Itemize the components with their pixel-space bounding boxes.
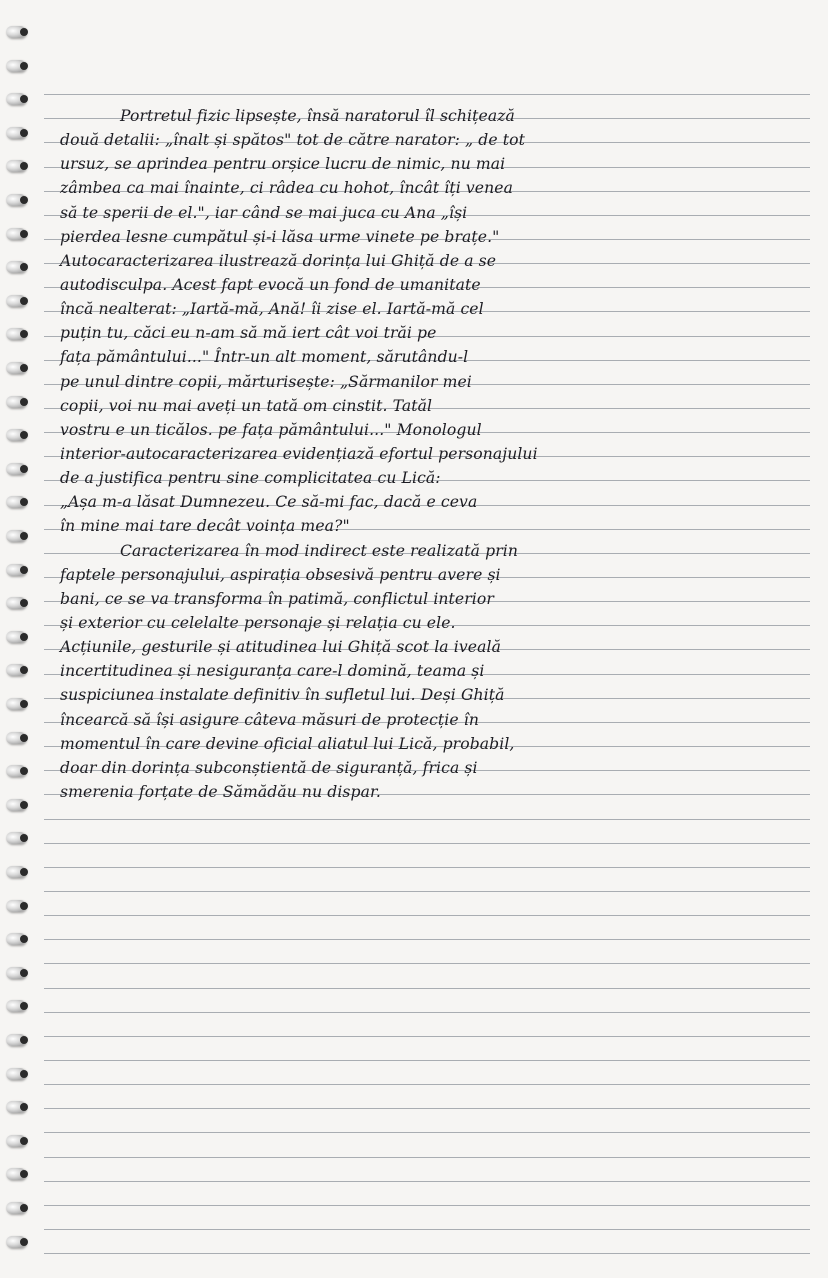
text-line: bani, ce se va transforma în patimă, conflictul interior bbox=[60, 589, 494, 608]
text-line: două detalii: „înalt și spătos" tot de către narator: „ de tot bbox=[60, 131, 525, 150]
text-line: ursuz, se aprindea pentru orșice lucru de nimic, nu mai bbox=[60, 155, 506, 174]
ruled-line bbox=[44, 1084, 810, 1085]
spiral-ring bbox=[6, 362, 26, 374]
spiral-ring bbox=[6, 93, 26, 105]
ruled-line bbox=[44, 988, 810, 989]
text-line: „Așa m-a lăsat Dumnezeu. Ce să-mi fac, dacă e ceva bbox=[60, 493, 478, 512]
spiral-ring bbox=[6, 328, 26, 340]
spiral-ring bbox=[6, 900, 26, 912]
spiral-ring bbox=[6, 1101, 26, 1113]
ruled-line bbox=[44, 1205, 810, 1206]
text-line: momentul în care devine oficial aliatul lui Lică, probabil, bbox=[60, 734, 515, 753]
text-line: interior-autocaracterizarea evidențiază efortul personajului bbox=[60, 444, 538, 463]
ruled-line bbox=[44, 94, 810, 95]
spiral-ring bbox=[6, 597, 26, 609]
text-line: Caracterizarea în mod indirect este realizată prin bbox=[120, 541, 518, 560]
text-line: copii, voi nu mai aveți un tată om cinstit. Tatăl bbox=[60, 396, 433, 415]
spiral-ring bbox=[6, 1068, 26, 1080]
text-line: pe unul dintre copii, mărturisește: „Sărmanilor mei bbox=[60, 372, 472, 391]
ruled-line bbox=[44, 1036, 810, 1037]
ruled-line bbox=[44, 1229, 810, 1230]
text-line: în mine mai tare decât voința mea?" bbox=[60, 517, 350, 536]
text-line: încă nealterat: „Iartă-mă, Ană! îi zise el. Iartă-mă cel bbox=[60, 300, 484, 319]
ruled-line bbox=[44, 867, 810, 868]
spiral-ring bbox=[6, 732, 26, 744]
spiral-ring bbox=[6, 866, 26, 878]
spiral-ring bbox=[6, 1236, 26, 1248]
text-line: pierdea lesne cumpătul și-i lăsa urme vinete pe brațe." bbox=[60, 227, 500, 246]
spiral-ring bbox=[6, 799, 26, 811]
ruled-line bbox=[44, 1253, 810, 1254]
spiral-ring bbox=[6, 295, 26, 307]
spiral-ring bbox=[6, 496, 26, 508]
ruled-line bbox=[44, 939, 810, 940]
spiral-ring bbox=[6, 160, 26, 172]
spiral-ring bbox=[6, 228, 26, 240]
spiral-ring bbox=[6, 1000, 26, 1012]
text-line: fața pământului..." Într-un alt moment, sărutându-l bbox=[60, 348, 469, 367]
spiral-ring bbox=[6, 26, 26, 38]
spiral-ring bbox=[6, 1034, 26, 1046]
spiral-ring bbox=[6, 832, 26, 844]
spiral-ring bbox=[6, 1168, 26, 1180]
spiral-ring bbox=[6, 463, 26, 475]
ruled-line bbox=[44, 1181, 810, 1182]
text-line: doar din dorința subconștientă de siguranță, frica și bbox=[60, 758, 478, 777]
text-line: și exterior cu celelalte personaje și relația cu ele. bbox=[60, 613, 456, 632]
ruled-line bbox=[44, 1012, 810, 1013]
text-line: Autocaracterizarea ilustrează dorința lui Ghiță de a se bbox=[60, 251, 497, 270]
spiral-ring bbox=[6, 60, 26, 72]
text-line: faptele personajului, aspirația obsesivă pentru avere și bbox=[60, 565, 501, 584]
ruled-line bbox=[44, 1108, 810, 1109]
text-line: Acțiunile, gesturile și atitudinea lui Ghiță scot la iveală bbox=[60, 638, 501, 657]
ruled-line bbox=[44, 1060, 810, 1061]
text-line: suspiciunea instalate definitiv în sufletul lui. Deși Ghiță bbox=[60, 686, 505, 705]
spiral-ring bbox=[6, 1202, 26, 1214]
spiral-ring bbox=[6, 765, 26, 777]
spiral-ring bbox=[6, 127, 26, 139]
text-line: incertitudinea și nesiguranța care-l domină, teama și bbox=[60, 662, 485, 681]
spiral-ring bbox=[6, 1135, 26, 1147]
handwritten-text bbox=[60, 104, 800, 804]
ruled-line bbox=[44, 1157, 810, 1158]
ruled-line bbox=[44, 1132, 810, 1133]
spiral-ring bbox=[6, 194, 26, 206]
text-line: de a justifica pentru sine complicitatea cu Lică: bbox=[60, 469, 441, 488]
spiral-ring bbox=[6, 396, 26, 408]
text-line: autodisculpa. Acest fapt evocă un fond de umanitate bbox=[60, 275, 481, 294]
text-line: smerenia forțate de Sămădău nu dispar. bbox=[60, 782, 381, 801]
ruled-line bbox=[44, 963, 810, 964]
spiral-ring bbox=[6, 933, 26, 945]
text-line: puțin tu, căci eu n-am să mă iert cât voi trăi pe bbox=[60, 324, 437, 343]
spiral-ring bbox=[6, 631, 26, 643]
ruled-line bbox=[44, 843, 810, 844]
ruled-line bbox=[44, 915, 810, 916]
spiral-ring bbox=[6, 967, 26, 979]
text-line: zâmbea ca mai înainte, ci râdea cu hohot, încât îți venea bbox=[60, 179, 513, 198]
spiral-ring bbox=[6, 698, 26, 710]
spiral-ring bbox=[6, 664, 26, 676]
spiral-ring bbox=[6, 530, 26, 542]
spiral-binding bbox=[0, 0, 34, 1278]
text-line: vostru e un ticălos. pe fața pământului..." Monologul bbox=[60, 420, 482, 439]
text-line: Portretul fizic lipsește, însă naratorul îl schițează bbox=[120, 107, 515, 125]
spiral-ring bbox=[6, 564, 26, 576]
text-line: să te sperii de el.", iar când se mai juca cu Ana „își bbox=[60, 203, 468, 222]
ruled-line bbox=[44, 819, 810, 820]
spiral-ring bbox=[6, 429, 26, 441]
ruled-line bbox=[44, 891, 810, 892]
text-line: încearcă să își asigure câteva măsuri de protecție în bbox=[60, 710, 479, 729]
spiral-ring bbox=[6, 261, 26, 273]
